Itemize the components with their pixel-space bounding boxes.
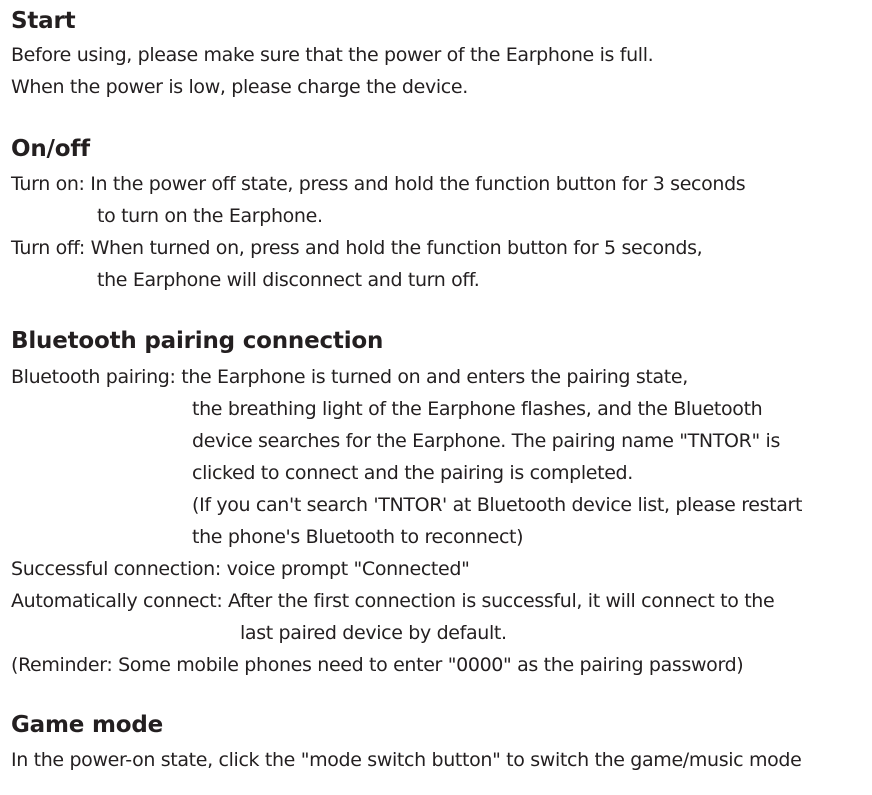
game-mode-heading: Game mode [11,712,164,738]
bluetooth-pairing-line-3: device searches for the Earphone. The pairing name "TNTOR" is [192,430,781,452]
bluetooth-pairing-line-1: Bluetooth pairing: the Earphone is turned on and enters the pairing state, [11,366,688,388]
auto-connect-line-2: last paired device by default. [240,622,507,644]
successful-connection-line: Successful connection: voice prompt "Connected" [11,558,470,580]
bluetooth-heading: Bluetooth pairing connection [11,328,384,354]
reminder-line: (Reminder: Some mobile phones need to enter "0000" as the pairing password) [11,654,744,676]
start-heading: Start [11,8,76,34]
bluetooth-pairing-line-5: (If you can't search 'TNTOR' at Bluetooth device list, please restart [192,494,803,516]
turn-off-line-2: the Earphone will disconnect and turn off. [97,269,480,291]
turn-off-line-1: Turn off: When turned on, press and hold the function button for 5 seconds, [11,237,703,259]
game-mode-line: In the power-on state, click the "mode switch button" to switch the game/music mode [11,749,802,771]
start-line-2: When the power is low, please charge the device. [11,76,468,98]
bluetooth-pairing-line-6: the phone's Bluetooth to reconnect) [192,526,524,548]
bluetooth-pairing-line-2: the breathing light of the Earphone flashes, and the Bluetooth [192,398,763,420]
onoff-heading: On/off [11,136,90,162]
turn-on-line-1: Turn on: In the power off state, press and hold the function button for 3 seconds [11,173,746,195]
turn-on-line-2: to turn on the Earphone. [97,205,323,227]
bluetooth-pairing-line-4: clicked to connect and the pairing is completed. [192,462,633,484]
start-line-1: Before using, please make sure that the power of the Earphone is full. [11,44,654,66]
auto-connect-line-1: Automatically connect: After the first connection is successful, it will connect to the [11,590,775,612]
